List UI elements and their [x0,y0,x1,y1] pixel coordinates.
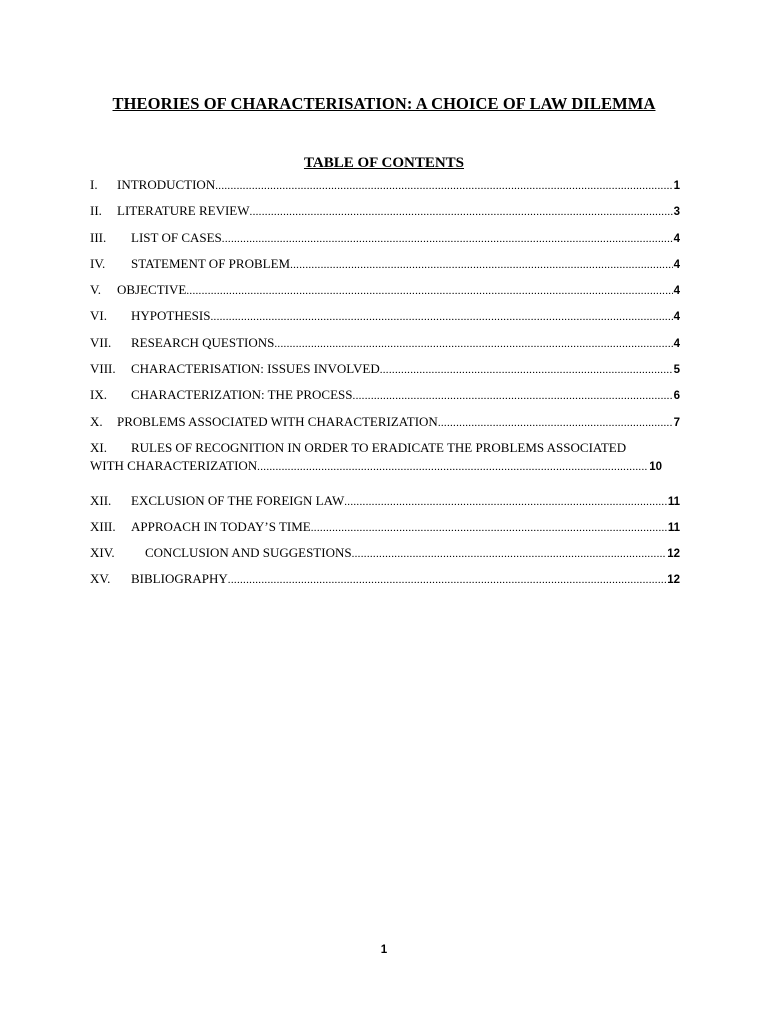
dot-leader [250,203,673,221]
toc-entry-page: 4 [673,258,680,271]
toc-entry-number: VI. [90,308,107,324]
dot-leader [222,230,673,248]
toc-entry-label: HYPOTHESIS [131,308,211,324]
toc-entry-number: II. [90,203,102,219]
toc-entry-label: LIST OF CASES [131,229,222,245]
toc-entry-label: RESEARCH QUESTIONS [131,334,275,350]
toc-entry[interactable] [90,518,680,544]
toc-entry-number: X. [90,413,103,429]
toc-entry-page: 11 [667,521,680,534]
toc-entry-number: I. [90,177,98,192]
toc-entry-label: OBJECTIVE [117,282,187,298]
dot-leader [353,387,673,405]
dot-leader [257,458,648,476]
toc-entry[interactable] [90,334,680,360]
table-of-contents [90,176,680,597]
dot-leader [228,571,666,589]
toc-entry-label: CHARACTERISATION: ISSUES INVOLVED [131,361,380,377]
toc-entry-label: BIBLIOGRAPHY [131,571,228,587]
dot-leader [274,335,672,353]
toc-entry-number: IX. [90,387,107,403]
toc-entry-label: APPROACH IN TODAY’S TIME [131,518,311,534]
toc-entry-label: RULES OF RECOGNITION IN ORDER TO ERADICATE THE PROBLEMS ASSOCIATED [131,439,627,455]
dot-leader [215,177,672,195]
toc-entry-page: 6 [673,390,680,403]
toc-entry[interactable] [90,544,680,570]
toc-entry-page: 12 [667,548,680,561]
toc-entry-number: XIV. [90,545,115,561]
toc-entry-number: XIII. [90,518,116,534]
toc-entry-label: CONCLUSION AND SUGGESTIONS [145,545,352,561]
toc-entry[interactable] [90,176,680,202]
toc-entry-page: 5 [673,364,680,377]
toc-entry-label: INTRODUCTION [117,177,216,192]
toc-entry-number: VIII. [90,361,116,377]
toc-entry-page: 11 [667,495,680,508]
dot-leader [186,282,672,300]
toc-entry-label: LITERATURE REVIEW [117,203,250,219]
document-title: THEORIES OF CHARACTERISATION: A CHOICE OF LAW DILEMMA [112,94,656,113]
toc-entry-number: VII. [90,334,112,350]
dot-leader [210,308,672,326]
toc-entry-page: 4 [673,285,680,298]
toc-entry[interactable] [90,492,680,518]
dot-leader [352,545,667,563]
toc-entry[interactable] [90,281,680,307]
dot-leader [344,493,667,511]
toc-entry-number: IV. [90,255,106,271]
toc-entry-label-continued: WITH CHARACTERIZATION [90,457,258,473]
toc-heading: TABLE OF CONTENTS [303,155,465,171]
toc-entry[interactable] [90,413,680,439]
toc-entry[interactable] [90,570,680,596]
toc-entry-label: PROBLEMS ASSOCIATED WITH CHARACTERIZATION [117,413,438,429]
toc-entry-page: 4 [673,232,680,245]
toc-entry-page: 3 [673,206,680,219]
toc-entry-number: XII. [90,492,112,508]
toc-entry-page: 7 [673,416,680,429]
dot-leader [311,519,667,537]
toc-entry[interactable] [90,229,680,255]
toc-entry-label: STATEMENT OF PROBLEM [131,255,291,271]
toc-entry-label: CHARACTERIZATION: THE PROCESS [131,387,353,403]
toc-entry[interactable] [90,360,680,386]
toc-entry[interactable] [90,439,680,492]
dot-leader [438,414,673,432]
toc-entry-page: 12 [667,574,680,587]
page-number: 1 [380,944,388,956]
toc-entry-page: 10 [649,460,662,473]
toc-entry[interactable] [90,307,680,333]
toc-entry[interactable] [90,386,680,412]
toc-entry-label: EXCLUSION OF THE FOREIGN LAW [131,492,345,508]
toc-entry-page: 4 [673,311,680,324]
dot-leader [380,361,673,379]
toc-entry[interactable] [90,202,680,228]
toc-entry-number: III. [90,229,107,245]
toc-entry-number: XV. [90,571,111,587]
toc-entry-number: XI. [90,439,107,455]
toc-entry[interactable] [90,255,680,281]
dot-leader [290,256,673,274]
toc-entry-page: 4 [673,337,680,350]
toc-entry-number: V. [90,282,101,298]
toc-entry-page: 1 [673,180,680,192]
